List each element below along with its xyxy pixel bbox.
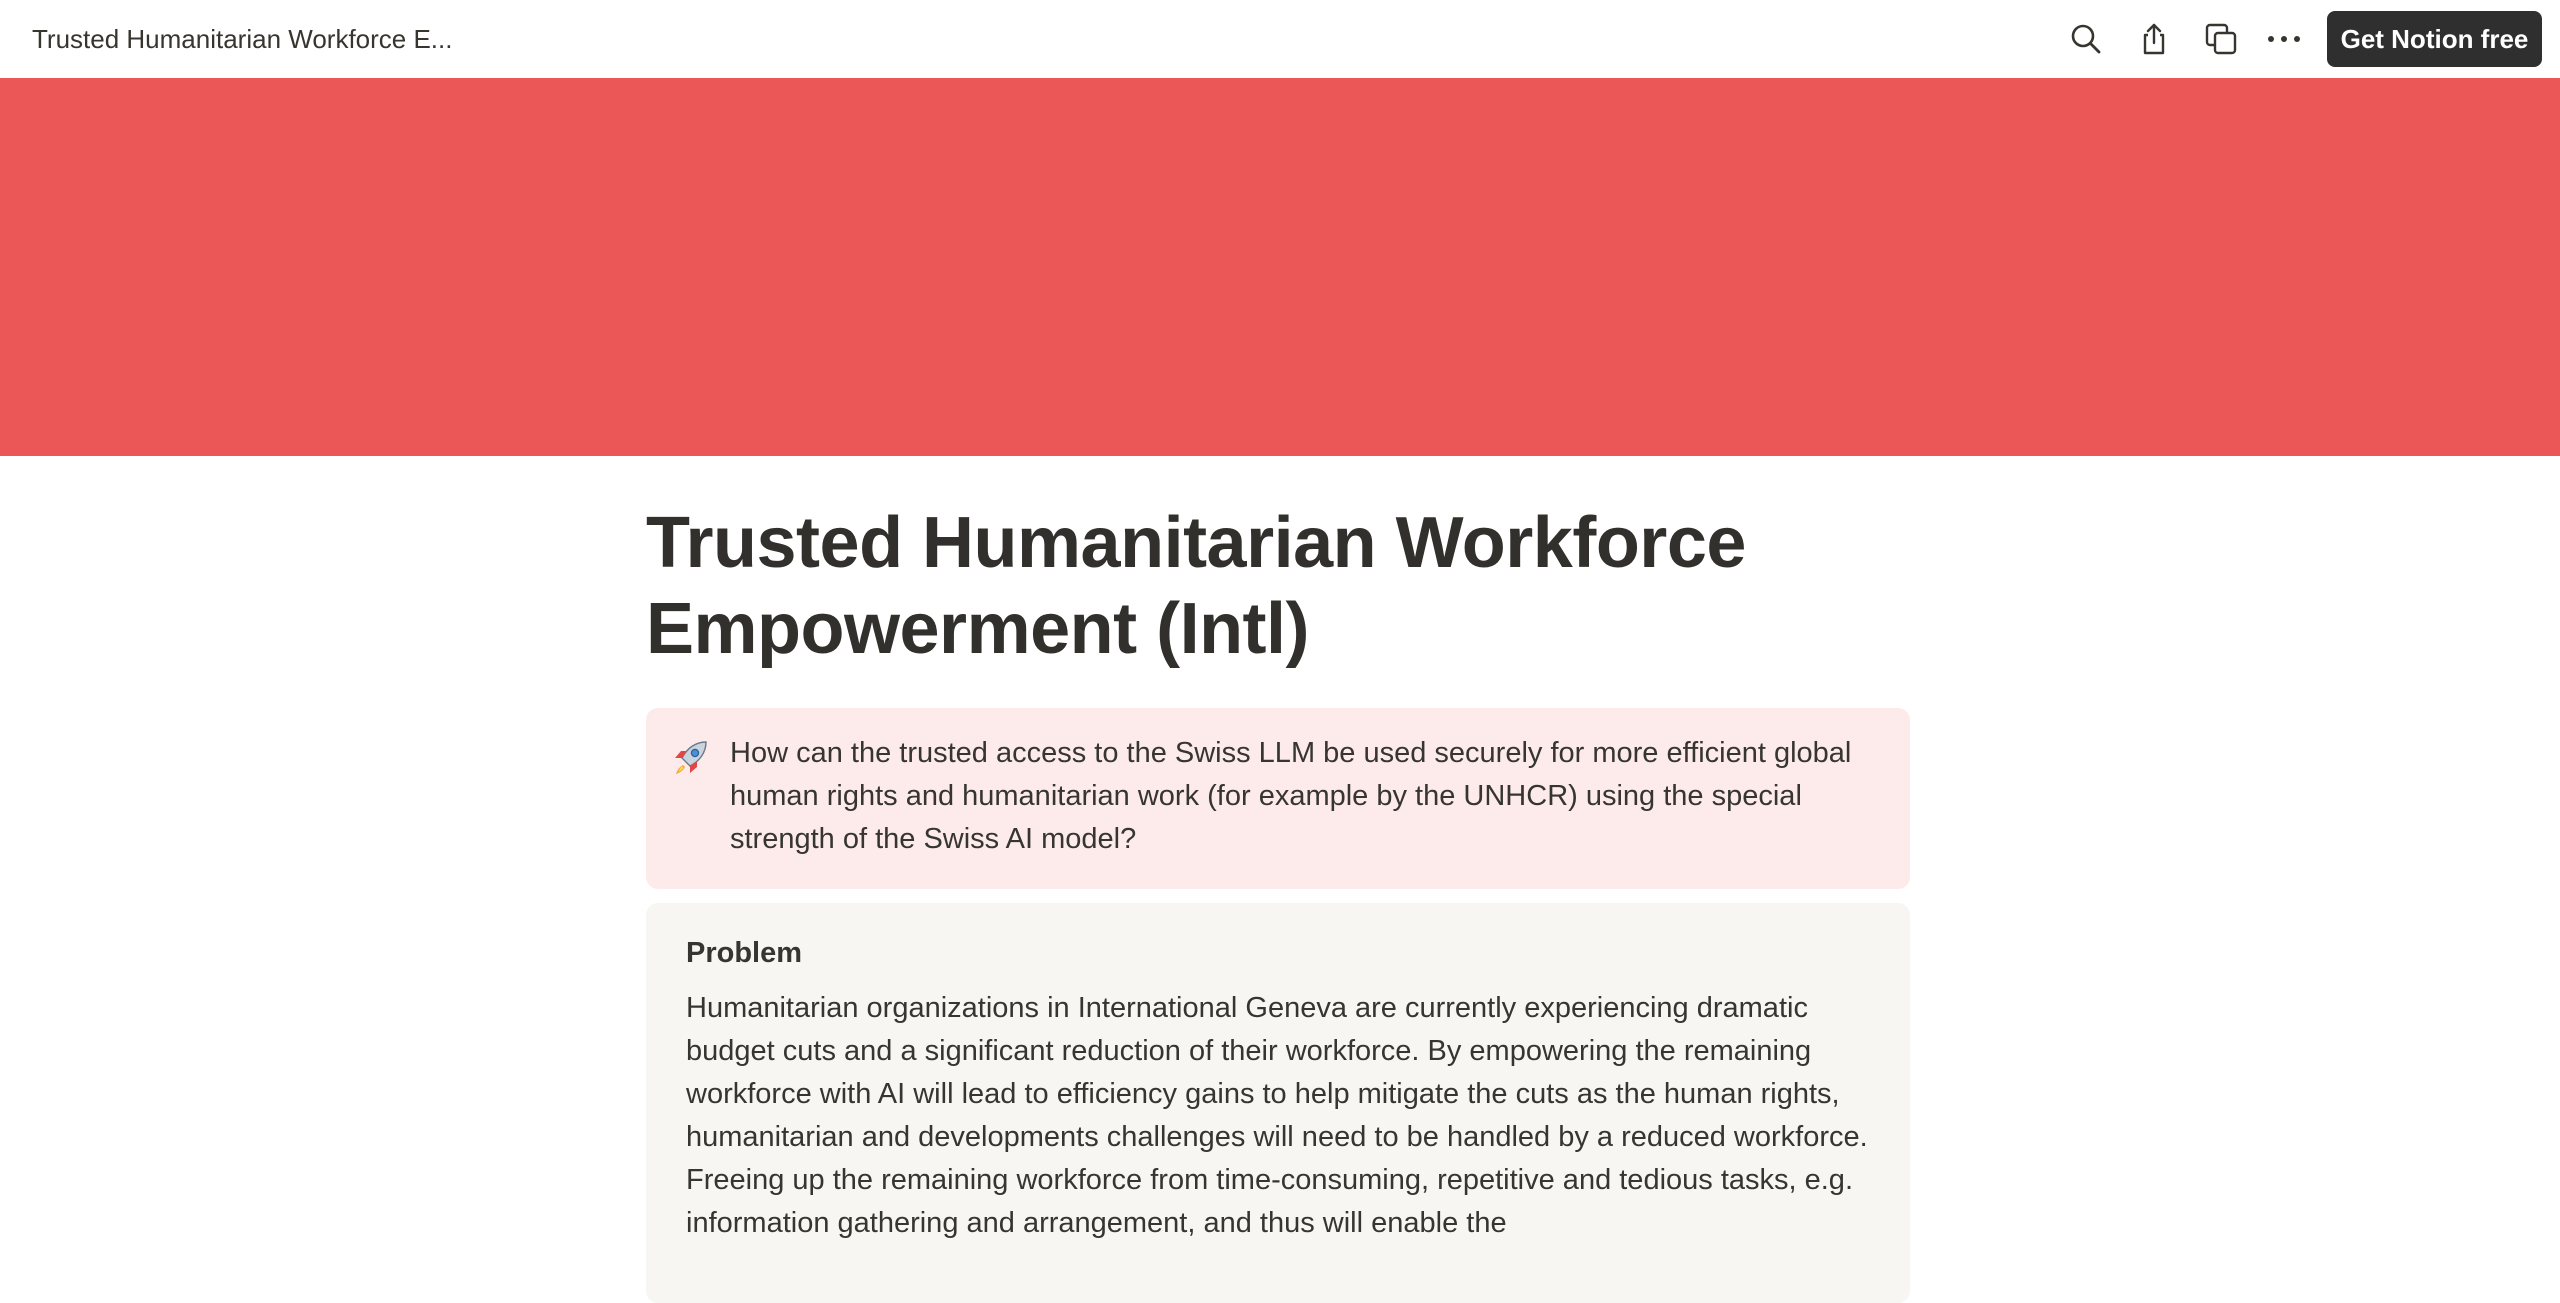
rocket-icon [670,738,710,778]
problem-section [646,903,1910,1303]
more-icon [2267,34,2301,44]
page-content [646,456,1910,1303]
callout-block [646,708,1910,889]
share-icon [2138,22,2170,56]
share-button[interactable] [2132,17,2176,61]
breadcrumb-page-title[interactable]: Trusted Humanitarian Workforce E... [32,24,453,54]
more-options-button[interactable] [2262,17,2306,61]
search-icon [2069,22,2103,56]
problem-body: Humanitarian organizations in International Geneva are currently experiencing dramatic budget cuts and a significant reduction of their workforce. By empowering the remaining workforce with AI will lead to efficiency gains to help mitigate the cuts as the human rights, humanitarian and developments challenges will need to be handled by a reduced workforce. Freeing up the remaining workforce from time-consuming, repetitive and tedious tasks, e.g. information gathering and arrangement, and thus will enable the [686,992,1868,1239]
search-button[interactable] [2064,17,2108,61]
get-notion-free-button[interactable]: Get Notion free [2327,11,2542,67]
page-cover [0,78,2560,456]
problem-heading: Problem [686,937,803,969]
top-bar [0,0,2560,78]
duplicate-button[interactable] [2199,17,2243,61]
duplicate-icon [2204,22,2238,56]
callout-text: How can the trusted access to the Swiss LLM be used securely for more efficient global human rights and humanitarian work (for example by the UNHCR) using the special strength of the Swiss AI model? [730,737,1852,855]
page-title: Trusted Humanitarian Workforce Empowerment (Intl) [646,503,1746,669]
